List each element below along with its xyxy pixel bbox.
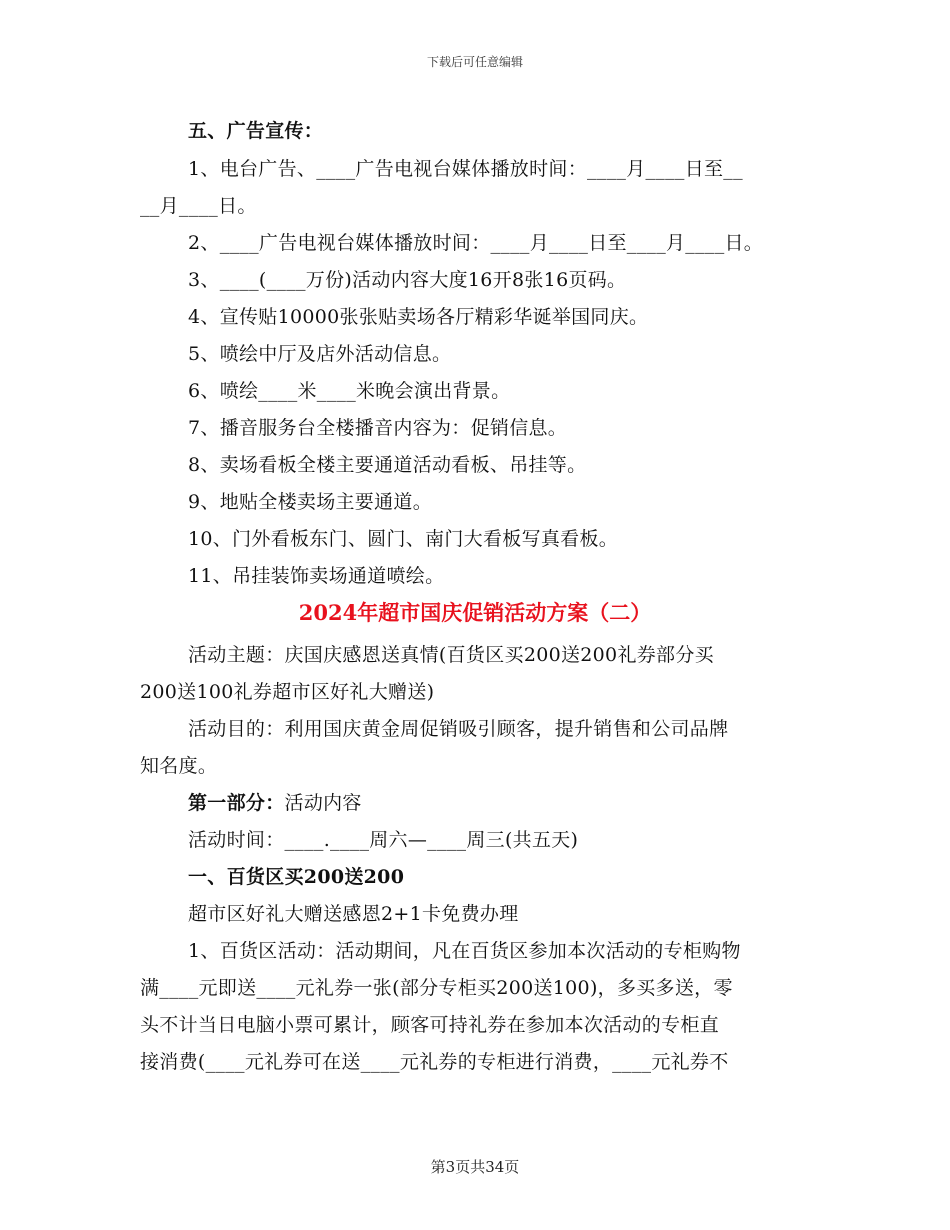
part-text: 活动内容 xyxy=(284,792,362,814)
page-header: 下载后可任意编辑 xyxy=(426,55,523,69)
paragraph-line: 接消费(____元礼券可在送____元礼券的专柜进行消费，____元礼券不 xyxy=(140,1051,729,1073)
goal-line: 知名度。 xyxy=(140,755,218,777)
subsection-note: 超市区好礼大赠送感恩2+1卡免费办理 xyxy=(188,903,519,925)
list-item: 10、门外看板东门、圆门、南门大看板写真看板。 xyxy=(188,528,619,550)
part-heading xyxy=(188,788,362,815)
paragraph-line: 1、百货区活动：活动期间，凡在百货区参加本次活动的专柜购物 xyxy=(188,940,741,962)
section-heading: 五、广告宣传： xyxy=(188,120,324,142)
theme-line: 活动主题：庆国庆感恩送真情(百货区买200送200礼券部分买 xyxy=(188,644,714,666)
part-label: 第一部分： xyxy=(188,792,285,814)
paragraph-line: 头不计当日电脑小票可累计，顾客可持礼券在参加本次活动的专柜直 xyxy=(140,1014,720,1036)
list-item: 1、电台广告、____广告电视台媒体播放时间：____月____日至__ xyxy=(188,158,743,180)
list-item: 7、播音服务台全楼播音内容为：促销信息。 xyxy=(188,417,568,439)
document-title: 2024年超市国庆促销活动方案（二） xyxy=(298,600,652,625)
subsection-heading: 一、百货区买200送200 xyxy=(188,866,405,888)
list-item: 8、卖场看板全楼主要通道活动看板、吊挂等。 xyxy=(188,454,587,476)
page-footer: 第3页共34页 xyxy=(430,1158,520,1176)
list-item: 11、吊挂装饰卖场通道喷绘。 xyxy=(188,565,445,587)
goal-line: 活动目的：利用国庆黄金周促销吸引顾客，提升销售和公司品牌 xyxy=(188,718,729,740)
list-item: 9、地贴全楼卖场主要通道。 xyxy=(188,491,432,513)
list-item: __月____日。 xyxy=(140,195,257,217)
list-item: 5、喷绘中厅及店外活动信息。 xyxy=(188,343,452,365)
list-item: 3、____(____万份)活动内容大度16开8张16页码。 xyxy=(188,269,627,291)
list-item: 6、喷绘____米____米晚会演出背景。 xyxy=(188,380,511,402)
list-item: 4、宣传贴10000张张贴卖场各厅精彩华诞举国同庆。 xyxy=(188,306,649,328)
paragraph-line: 满____元即送____元礼券一张(部分专柜买200送100)，多买多送，零 xyxy=(140,977,733,999)
activity-time: 活动时间：____.____周六—____周三(共五天) xyxy=(188,829,579,851)
list-item: 2、____广告电视台媒体播放时间：____月____日至____月____日。 xyxy=(188,232,764,254)
theme-line: 200送100礼券超市区好礼大赠送) xyxy=(140,681,435,703)
